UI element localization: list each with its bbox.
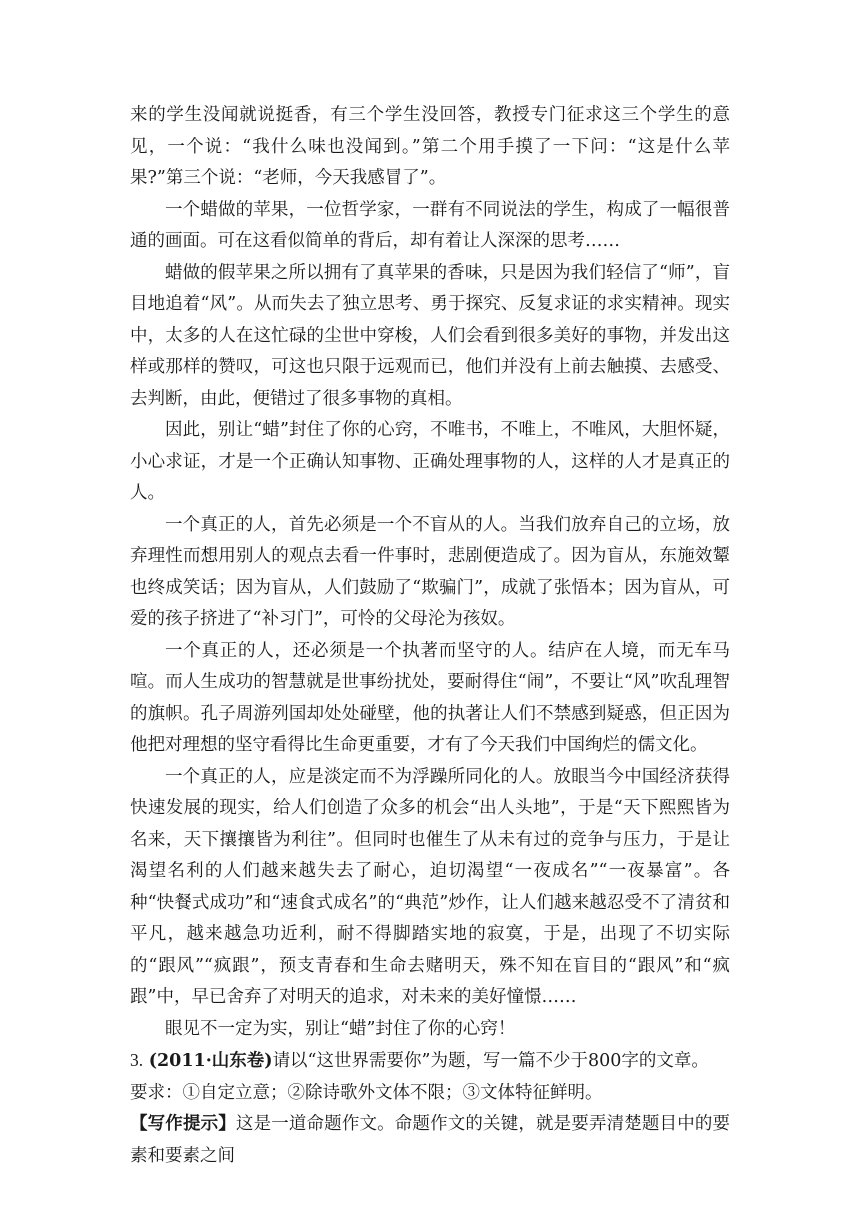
- paragraph-1: 来的学生没闻就说挺香，有三个学生没回答，教授专门征求这三个学生的意见，一个说：“我什么味也没闻到。”第二个用手摸了一下问：“这是什么苹果?”第三个说：“老师，今天我感冒了”。: [130, 105, 730, 188]
- question-number: 3.: [130, 1050, 144, 1070]
- paragraph-5: 一个真正的人，首先必须是一个不盲从的人。当我们放弃自己的立场，放弃理性而想用别人的观点去看一件事时，悲剧便造成了。因为盲从，东施效颦也终成笑话；因为盲从，人们鼓励了“欺骗门”，成就了张悟本；因为盲从，可爱的孩子挤进了“补习门”，可怜的父母沦为孩奴。: [130, 514, 730, 629]
- question-source: (2011·山东卷): [148, 1051, 273, 1071]
- document-page: [130, 100, 730, 1172]
- question-prompt: 请以“这世界需要你”为题，写一篇不少于800字的文章。: [272, 1051, 709, 1071]
- writing-tip-text: 这是一道命题作文。命题作文的关键，就是要弄清楚题目中的要素和要素之间: [130, 1114, 731, 1166]
- writing-tip: [130, 1109, 730, 1172]
- paragraph-4: 因此，别让“蜡”封住了你的心窍，不唯书，不唯上，不唯风，大胆怀疑，小心求证，才是一个正确认知事物、正确处理事物的人，这样的人才是真正的人。: [130, 420, 730, 503]
- writing-tip-label: 【写作提示】: [130, 1114, 236, 1134]
- paragraph-8: 眼见不一定为实，别让“蜡”封住了你的心窍！: [165, 1018, 516, 1039]
- paragraph-3: 蜡做的假苹果之所以拥有了真苹果的香味，只是因为我们轻信了“师”，盲目地追着“风”。从而失去了独立思考、勇于探究、反复求证的求实精神。现实中，太多的人在这忙碌的尘世中穿梭，人们会看到很多美好的事物，并发出这样或那样的赞叹，可这也只限于远观而已，他们并没有上前去触摸、去感受、去判断，由此，便错过了很多事物的真相。: [130, 262, 730, 409]
- requirements: 要求：①自定立意；②除诗歌外文体不限；③文体特征鲜明。: [130, 1082, 603, 1103]
- paragraph-2: 一个蜡做的苹果，一位哲学家，一群有不同说法的学生，构成了一幅很普通的画面。可在这看似简单的背后，却有着让人深深的思考……: [130, 199, 730, 251]
- paragraph-7: 一个真正的人，应是淡定而不为浮躁所同化的人。放眼当今中国经济获得快速发展的现实，给人们创造了众多的机会“出人头地”，于是“天下熙熙皆为名来，天下攘攘皆为利往”。但同时也催生了从未有过的竞争与压力，于是让渴望名利的人们越来越失去了耐心，迫切渴望“一夜成名”“一夜暴富”。各种“快餐式成功”和“速食式成名”的“典范”炒作，让人们越来越忍受不了清贫和平凡，越来越急功近利，耐不得脚踏实地的寂寞，于是，出现了不切实际的“跟风”“疯跟”，预支青春和生命去赌明天，殊不知在盲目的“跟风”和“疯跟”中，早已舍弃了对明天的追求，对未来的美好憧憬……: [130, 766, 730, 1007]
- paragraph-6: 一个真正的人，还必须是一个执著而坚守的人。结庐在人境，而无车马喧。而人生成功的智慧就是世事纷扰处，要耐得住“闹”，不要让“风”吹乱理智的旗帜。孔子周游列国却处处碰壁，他的执著让人们不禁感到疑惑，但正因为他把对理想的坚守看得比生命更重要，才有了今天我们中国绚烂的儒文化。: [130, 640, 730, 755]
- question-3: [130, 1045, 730, 1078]
